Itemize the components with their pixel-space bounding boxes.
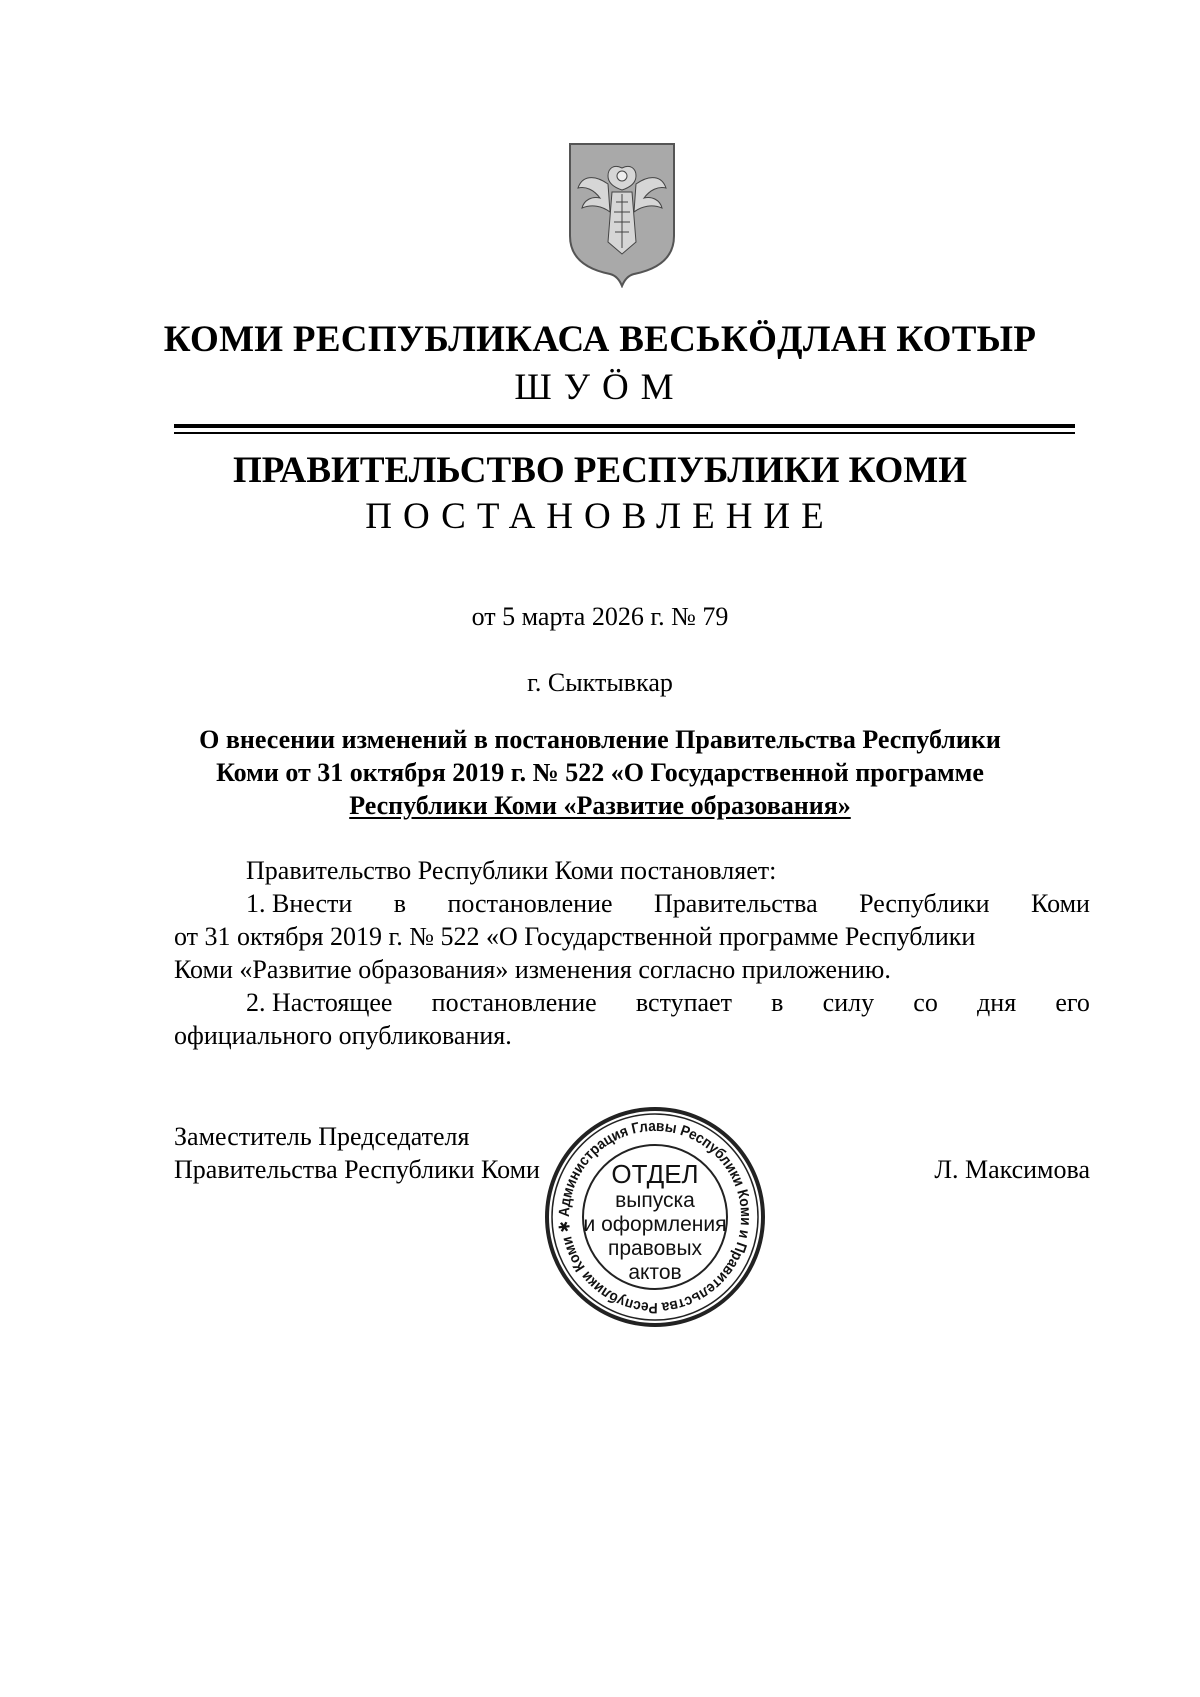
paragraph-2-line: официального опубликования. xyxy=(174,1021,512,1050)
document-subject xyxy=(0,723,1200,822)
stamp-center-line: ОТДЕЛ xyxy=(611,1159,699,1189)
header-divider-thin xyxy=(174,432,1075,434)
official-stamp xyxy=(541,1103,769,1331)
paragraph-1-first-line xyxy=(174,887,1090,920)
signatory-name: Л. Максимова xyxy=(934,1155,1090,1184)
document-city: г. Сыктывкар xyxy=(527,668,673,697)
stamp-ring-text: Администрация Главы Республики Коми и Правительства Республики Коми ✱ xyxy=(555,1117,755,1317)
body-word: постановление xyxy=(431,988,597,1017)
body-word: 2. Настоящее xyxy=(246,988,393,1017)
body-word: Коми xyxy=(1031,889,1090,918)
subject-line: Республики Коми «Развитие образования» xyxy=(349,791,851,820)
signatory-position-line: Правительства Республики Коми xyxy=(174,1155,540,1184)
body-intro: Правительство Республики Коми постановляет: xyxy=(246,856,777,885)
body-word: постановление xyxy=(447,889,613,918)
body-word: силу xyxy=(822,988,875,1017)
document-body xyxy=(174,854,1090,1052)
paragraph-1-line: от 31 октября 2019 г. № 522 «О Государственной программе Республики xyxy=(174,922,976,951)
header-divider-thick xyxy=(174,424,1075,428)
komi-government-title: КОМИ РЕСПУБЛИКАСА ВЕСЬКÖДЛАН КОТЫР xyxy=(163,319,1037,360)
body-word: его xyxy=(1055,988,1090,1017)
body-word: 1. Внести xyxy=(246,889,353,918)
stamp-center-line: и оформления xyxy=(583,1213,727,1236)
stamp-center-line: правовых xyxy=(607,1237,703,1260)
subject-line: О внесении изменений в постановление Правительства Республики xyxy=(199,725,1001,754)
body-word: вступает xyxy=(635,988,732,1017)
government-title: ПРАВИТЕЛЬСТВО РЕСПУБЛИКИ КОМИ xyxy=(233,450,967,491)
body-word: в xyxy=(771,988,784,1017)
body-word: в xyxy=(393,889,407,918)
signatory-position-line: Заместитель Председателя xyxy=(174,1122,470,1151)
document-date-number: от 5 марта 2026 г. № 79 xyxy=(471,602,729,631)
body-word: Правительства xyxy=(654,889,818,918)
body-word: дня xyxy=(977,988,1017,1017)
paragraph-2-first-line xyxy=(174,986,1090,1019)
body-word: со xyxy=(913,988,938,1017)
document-type: ПОСТАНОВЛЕНИЕ xyxy=(365,496,835,537)
paragraph-1-line: Коми «Развитие образования» изменения согласно приложению. xyxy=(174,955,891,984)
komi-coat-of-arms-icon xyxy=(564,138,680,288)
subject-line: Коми от 31 октября 2019 г. № 522 «О Государственной программе xyxy=(216,758,984,787)
stamp-center-line: актов xyxy=(628,1261,682,1284)
signatory-position xyxy=(174,1120,540,1186)
body-word: Республики xyxy=(859,889,990,918)
komi-document-type: ШУÖМ xyxy=(514,367,686,408)
stamp-center-line: выпуска xyxy=(615,1189,695,1212)
